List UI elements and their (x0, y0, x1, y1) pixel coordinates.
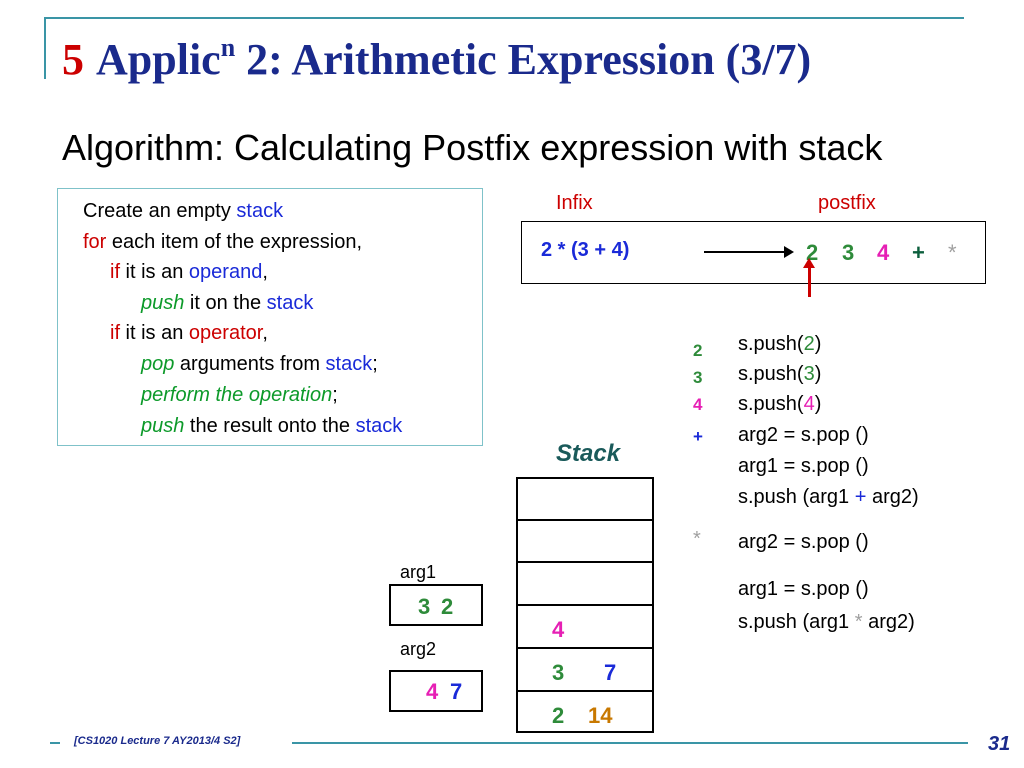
stack-cell-value: 3 (552, 660, 565, 685)
algo-keyword-if: if (110, 261, 120, 283)
algo-line-3 (110, 262, 268, 282)
arg1-label: arg1 (400, 562, 437, 582)
algo-line-5 (110, 323, 268, 343)
arg2-value: 4 (426, 679, 439, 704)
page-number: 31 (988, 733, 1011, 755)
arg1-value: 3 (418, 594, 431, 619)
postfix-token: 2 (806, 240, 819, 265)
infix-label: Infix (556, 192, 593, 214)
section-number: 5 (62, 35, 84, 84)
infix-expression: 2 * (3 + 4) (541, 239, 630, 261)
trace-token: 4 (693, 395, 703, 414)
op-operator: * (854, 611, 863, 633)
trace-op-mul-pop1: arg1 = s.pop () (738, 578, 869, 600)
algo-text: each item of the expression, (106, 231, 363, 253)
trace-op-push4 (738, 393, 821, 416)
pointer-arrow-shaft (808, 266, 811, 297)
algo-keyword-stack: stack (236, 200, 284, 222)
algo-text: the result onto the (184, 415, 356, 437)
trace-op-mul-push (738, 611, 915, 634)
arg1-value: 2 (441, 594, 454, 619)
header-side-rule (44, 17, 46, 79)
op-value: 2 (803, 333, 815, 355)
algo-text: ; (332, 384, 338, 406)
arrow-head-icon (784, 246, 794, 258)
op-text: s.push (arg1 (738, 486, 855, 508)
algo-keyword-stack: stack (266, 292, 314, 314)
algo-text: ; (372, 353, 378, 375)
postfix-token: 3 (842, 240, 855, 265)
stack-cell-result: 14 (588, 703, 613, 728)
algo-line-7 (141, 385, 338, 405)
arrow-right-icon (704, 251, 786, 253)
algo-keyword-perform: perform the operation (141, 384, 333, 406)
postfix-label: postfix (818, 192, 876, 214)
postfix-token: 4 (877, 240, 890, 265)
algo-line-6 (141, 354, 378, 374)
arg1-box (389, 584, 483, 626)
algo-keyword-for: for (83, 231, 107, 253)
op-text: ) (814, 393, 822, 415)
algo-text: , (262, 261, 268, 283)
op-text: s.push( (738, 333, 804, 355)
arg2-value: 7 (450, 679, 463, 704)
stack-divider (516, 561, 654, 563)
algo-line-2 (83, 232, 362, 252)
slide-subtitle: Algorithm: Calculating Postfix expression with stack (62, 127, 883, 168)
algo-keyword-operator: operator (188, 322, 263, 344)
algo-keyword-push: push (141, 292, 185, 314)
trace-op-push2 (738, 333, 821, 356)
footer-dash (50, 742, 60, 744)
stack-label: Stack (556, 440, 621, 467)
header-rule (44, 17, 964, 19)
algorithm-box (57, 188, 483, 446)
algo-line-1 (83, 201, 283, 221)
op-text: s.push( (738, 393, 804, 415)
op-value: 3 (803, 363, 815, 385)
algo-text: it is an (120, 322, 189, 344)
title-superscript: n (220, 33, 236, 62)
op-text: arg2) (866, 486, 919, 508)
algo-line-4 (141, 293, 313, 313)
postfix-token: + (912, 240, 925, 265)
trace-token: 2 (693, 341, 703, 360)
trace-op-plus-pop2: arg2 = s.pop () (738, 424, 869, 446)
trace-token: + (693, 427, 703, 446)
stack-cell-value: 4 (552, 617, 565, 642)
algo-keyword-stack: stack (325, 353, 373, 375)
trace-token: 3 (693, 368, 703, 387)
footer-rule (292, 742, 968, 744)
op-text: ) (814, 333, 822, 355)
postfix-token: * (948, 240, 957, 265)
arg2-label: arg2 (400, 639, 437, 659)
stack-divider (516, 519, 654, 521)
op-text: s.push( (738, 363, 804, 385)
footer-course-label: [CS1020 Lecture 7 AY2013/4 S2] (74, 735, 241, 747)
stack-divider (516, 647, 654, 649)
op-text: ) (814, 363, 822, 385)
stack-cell-value: 2 (552, 703, 565, 728)
algo-text: it on the (184, 292, 267, 314)
algo-line-8 (141, 416, 402, 436)
stack-cell-result: 7 (604, 660, 617, 685)
algo-text: Create an empty (83, 200, 237, 222)
algo-keyword-pop: pop (141, 353, 175, 375)
algo-keyword-push: push (141, 415, 185, 437)
algo-keyword-if: if (110, 322, 120, 344)
op-operator: + (854, 486, 867, 508)
algo-text: , (262, 322, 268, 344)
algo-text: arguments from (174, 353, 326, 375)
algo-keyword-operand: operand (188, 261, 263, 283)
title-prefix: Applic (96, 35, 221, 84)
stack-divider (516, 604, 654, 606)
algo-text: it is an (120, 261, 189, 283)
trace-token: * (693, 528, 701, 550)
op-value: 4 (803, 393, 815, 415)
trace-op-plus-pop1: arg1 = s.pop () (738, 455, 869, 477)
stack-divider (516, 690, 654, 692)
title-suffix: 2: Arithmetic Expression (3/7) (235, 35, 812, 84)
op-text: arg2) (862, 611, 915, 633)
op-text: s.push (arg1 (738, 611, 855, 633)
trace-op-push3 (738, 363, 821, 386)
trace-op-plus-push (738, 486, 919, 509)
trace-op-mul-pop2: arg2 = s.pop () (738, 531, 869, 553)
slide-title (62, 33, 812, 84)
algo-keyword-stack: stack (355, 415, 403, 437)
